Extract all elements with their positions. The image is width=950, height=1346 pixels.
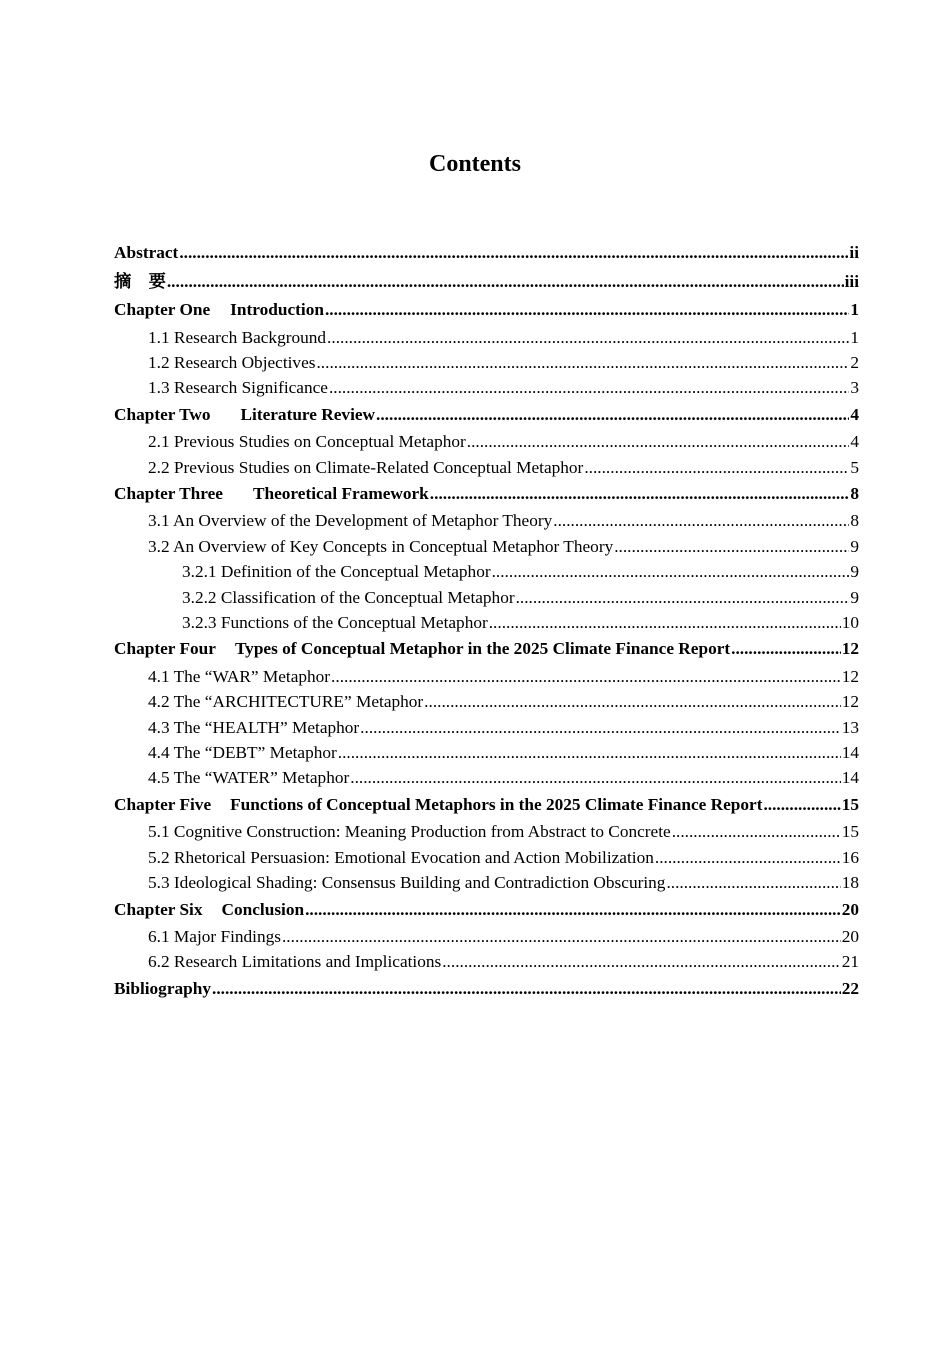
toc-section-entry[interactable]	[114, 845, 859, 870]
toc-entry-title: 6.1 Major Findings	[148, 927, 281, 947]
toc-entry-title: 摘 要	[114, 271, 166, 291]
toc-section-entry[interactable]	[114, 350, 859, 375]
toc-chapter-entry[interactable]	[114, 896, 859, 925]
toc-entry-title: 4.5 The “WATER” Metaphor	[148, 768, 350, 788]
toc-entry-label	[114, 635, 730, 664]
toc-chapter-entry[interactable]	[114, 791, 859, 820]
toc-entry-label	[148, 350, 315, 375]
toc-entry-label	[148, 375, 328, 400]
toc-entry-title: 3.2.3 Functions of the Conceptual Metaphor	[182, 613, 488, 633]
toc-page-number: 14	[841, 768, 859, 788]
toc-page-number: 5	[850, 457, 859, 477]
toc-entry-label	[148, 740, 337, 765]
toc-section-entry[interactable]	[114, 429, 859, 454]
toc-entry-title: Conclusion	[221, 899, 305, 919]
toc-subsection-entry[interactable]	[114, 559, 859, 584]
toc-entry-label	[114, 268, 166, 297]
toc-section-entry[interactable]	[114, 715, 859, 740]
toc-entry-title: 6.2 Research Limitations and Implications	[148, 952, 442, 972]
toc-page-number: 8	[850, 511, 859, 531]
toc-page-number: 1	[850, 327, 859, 347]
toc-entry-title: Literature Review	[240, 404, 376, 424]
toc-page-number: 1	[850, 300, 859, 319]
toc-entry-label	[148, 765, 349, 790]
toc-page-number: 15	[841, 794, 859, 814]
toc-dot-leader	[430, 480, 850, 509]
toc-entry-title: 1.1 Research Background	[148, 327, 327, 347]
toc-entry-title: 1.2 Research Objectives	[148, 352, 316, 372]
toc-dot-leader	[666, 870, 840, 895]
toc-page-number: 20	[841, 899, 859, 919]
toc-page-number: 13	[841, 717, 859, 737]
toc-entry-title: 3.2.1 Definition of the Conceptual Metaphor	[182, 562, 491, 582]
toc-entry-label	[148, 949, 441, 974]
toc-entry-title: 3.2 An Overview of Key Concepts in Conceptual Metaphor Theory	[148, 536, 614, 556]
toc-section-entry[interactable]	[114, 870, 859, 895]
toc-page-number: 9	[850, 536, 859, 556]
toc-entry-title: 5.1 Cognitive Construction: Meaning Production from Abstract to Concrete	[148, 822, 671, 842]
toc-section-entry[interactable]	[114, 455, 859, 480]
toc-entry-title: 3.1 An Overview of the Development of Metaphor Theory	[148, 511, 553, 531]
toc-chapter-entry[interactable]	[114, 239, 859, 268]
toc-page-number: 9	[850, 587, 859, 607]
toc-section-entry[interactable]	[114, 819, 859, 844]
toc-page-number: ii	[849, 243, 859, 262]
toc-entry-title: 4.3 The “HEALTH” Metaphor	[148, 717, 360, 737]
toc-entry-label	[148, 429, 466, 454]
toc-dot-leader	[442, 949, 840, 974]
toc-dot-leader	[305, 896, 841, 925]
toc-dot-leader	[467, 429, 850, 454]
toc-chapter-number: Chapter Five	[114, 794, 212, 814]
toc-entry-title: Bibliography	[114, 978, 211, 998]
toc-entry-label	[148, 819, 671, 844]
toc-entry-label	[148, 924, 281, 949]
toc-entry-label	[114, 296, 324, 325]
toc-dot-leader	[424, 689, 841, 714]
toc-entry-label	[148, 845, 654, 870]
toc-entry-label	[148, 664, 330, 689]
toc-entry-label	[114, 239, 178, 268]
toc-dot-leader	[179, 239, 848, 268]
toc-page-number: 18	[841, 873, 859, 893]
toc-dot-leader	[672, 819, 841, 844]
toc-page-number: 12	[841, 639, 859, 659]
toc-dot-leader	[325, 296, 849, 325]
toc-page-number: 12	[841, 692, 859, 712]
toc-entry-label	[114, 791, 762, 820]
toc-entry-title: 3.2.2 Classification of the Conceptual Metaphor	[182, 587, 515, 607]
toc-subsection-entry[interactable]	[114, 585, 859, 610]
toc-dot-leader	[338, 740, 841, 765]
toc-chapter-number: Chapter Three	[114, 483, 223, 503]
toc-dot-leader	[360, 715, 841, 740]
toc-chapter-entry[interactable]	[114, 401, 859, 430]
toc-dot-leader	[282, 924, 841, 949]
toc-dot-leader	[655, 845, 841, 870]
toc-page-number: 12	[841, 666, 859, 686]
toc-entry-title: 4.4 The “DEBT” Metaphor	[148, 743, 337, 763]
toc-dot-leader	[489, 610, 841, 635]
toc-entry-label	[148, 534, 613, 559]
toc-entry-label	[182, 610, 488, 635]
toc-entry-label	[114, 975, 211, 1004]
toc-entry-title: Theoretical Framework	[252, 483, 429, 503]
table-of-contents	[114, 239, 859, 1003]
toc-entry-label	[182, 585, 515, 610]
toc-chapter-number: Chapter Two	[114, 404, 211, 424]
toc-entry-label	[114, 480, 429, 509]
toc-entry-title: Introduction	[230, 300, 324, 319]
toc-dot-leader	[614, 534, 849, 559]
toc-entry-title: 5.3 Ideological Shading: Consensus Building and Contradiction Obscuring	[148, 873, 666, 893]
toc-entry-title: Abstract	[114, 243, 179, 262]
toc-entry-title: Functions of Conceptual Metaphors in the 2025 Climate Finance Report	[230, 794, 763, 814]
toc-subsection-entry[interactable]	[114, 610, 859, 635]
toc-dot-leader	[316, 350, 849, 375]
toc-section-entry[interactable]	[114, 664, 859, 689]
toc-page-number: 14	[841, 743, 859, 763]
toc-section-entry[interactable]	[114, 375, 859, 400]
toc-dot-leader	[731, 635, 841, 664]
toc-dot-leader	[167, 268, 844, 297]
toc-dot-leader	[376, 401, 849, 430]
toc-page-number: 22	[841, 978, 859, 998]
toc-dot-leader	[327, 325, 849, 350]
toc-page-number: iii	[844, 271, 859, 291]
toc-entry-label	[148, 508, 552, 533]
toc-entry-label	[148, 455, 583, 480]
toc-dot-leader	[584, 455, 849, 480]
toc-dot-leader	[553, 508, 849, 533]
toc-chapter-number: Chapter Four	[114, 639, 216, 659]
toc-chapter-number: Chapter Six	[114, 899, 203, 919]
toc-entry-title: 4.2 The “ARCHITECTURE” Metaphor	[148, 692, 424, 712]
toc-dot-leader	[350, 765, 840, 790]
toc-section-entry[interactable]	[114, 534, 859, 559]
toc-page-number: 15	[841, 822, 859, 842]
toc-chapter-number: Chapter One	[114, 300, 211, 319]
toc-entry-title: 4.1 The “WAR” Metaphor	[148, 666, 331, 686]
toc-page-number: 9	[850, 562, 859, 582]
toc-section-entry[interactable]	[114, 508, 859, 533]
toc-section-entry[interactable]	[114, 689, 859, 714]
toc-dot-leader	[763, 791, 840, 820]
toc-page-number: 4	[850, 404, 859, 424]
toc-entry-title: 5.2 Rhetorical Persuasion: Emotional Evocation and Action Mobilization	[148, 847, 654, 867]
page-title: Contents	[428, 151, 521, 177]
toc-section-entry[interactable]	[114, 765, 859, 790]
toc-chapter-entry[interactable]	[114, 268, 859, 297]
toc-entry-title: 1.3 Research Significance	[148, 378, 328, 398]
toc-dot-leader	[329, 375, 849, 400]
toc-entry-label	[148, 870, 665, 895]
toc-chapter-entry[interactable]	[114, 296, 859, 325]
toc-page-number: 3	[850, 378, 859, 398]
toc-chapter-entry[interactable]	[114, 635, 859, 664]
toc-entry-label	[114, 896, 304, 925]
toc-dot-leader	[212, 975, 841, 1004]
toc-entry-title: Types of Conceptual Metaphor in the 2025 Climate Finance Report	[234, 639, 731, 659]
toc-dot-leader	[492, 559, 850, 584]
toc-entry-label	[148, 689, 423, 714]
toc-page-number: 10	[841, 613, 859, 633]
toc-chapter-entry[interactable]	[114, 975, 859, 1004]
toc-chapter-entry[interactable]	[114, 480, 859, 509]
toc-page-number: 8	[850, 483, 859, 503]
toc-dot-leader	[516, 585, 850, 610]
toc-entry-label	[182, 559, 491, 584]
toc-page-number: 2	[850, 352, 859, 372]
toc-entry-title: 2.1 Previous Studies on Conceptual Metaphor	[148, 432, 466, 452]
toc-section-entry[interactable]	[114, 740, 859, 765]
toc-section-entry[interactable]	[114, 924, 859, 949]
toc-dot-leader	[331, 664, 841, 689]
toc-entry-label	[148, 715, 359, 740]
toc-section-entry[interactable]	[114, 949, 859, 974]
toc-page-number: 4	[850, 432, 859, 452]
toc-entry-label	[148, 325, 326, 350]
toc-page-number: 20	[841, 927, 859, 947]
toc-entry-title: 2.2 Previous Studies on Climate-Related Conceptual Metaphor	[148, 457, 584, 477]
toc-page-number: 16	[841, 847, 859, 867]
toc-section-entry[interactable]	[114, 325, 859, 350]
toc-entry-label	[114, 401, 375, 430]
toc-page-number: 21	[841, 952, 859, 972]
